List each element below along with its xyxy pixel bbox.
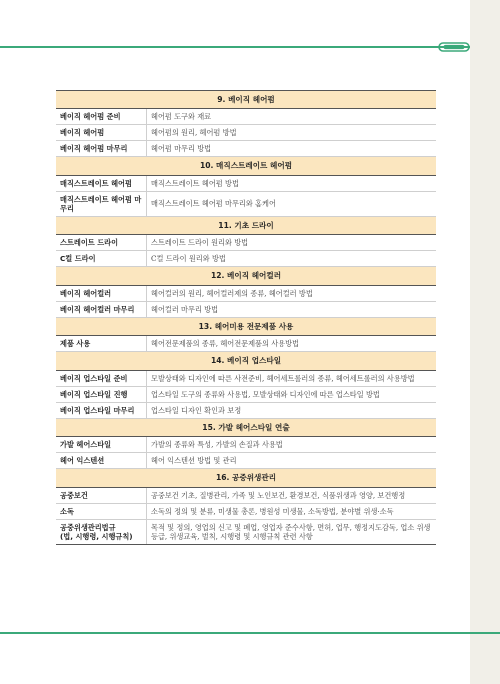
paper-clip-icon (438, 40, 472, 54)
section-title: 13. 헤어미용 전문제품 사용 (56, 317, 436, 335)
table-row (56, 191, 436, 216)
adjacent-page-edge (470, 0, 500, 684)
table-row (56, 336, 436, 352)
section-header (56, 317, 436, 335)
topic-description: 매직스트레이트 헤어펌 방법 (147, 175, 437, 191)
topic-description: 모발상태와 디자인에 따른 사전준비, 헤어세트롤러의 종류, 헤어세트롤러의 사용방법 (147, 370, 437, 386)
syllabus-table (56, 90, 436, 545)
topic-name: 베이직 헤어펌 (56, 125, 147, 141)
topic-name: 공중보건 (56, 487, 147, 503)
topic-description: 헤어컬러 마무리 방법 (147, 301, 437, 317)
topic-description: 소독의 정의 및 분류, 미생물 총론, 병원성 미생물, 소독방법, 분야별 위생·소독 (147, 503, 437, 519)
table-row (56, 141, 436, 157)
section-header (56, 352, 436, 370)
section-title: 15. 가발 헤어스타일 연출 (56, 418, 436, 436)
section-header (56, 469, 436, 487)
topic-name: 가발 헤어스타일 (56, 437, 147, 453)
table-row (56, 125, 436, 141)
table-row (56, 402, 436, 418)
topic-description: C컬 드라이 원리와 방법 (147, 251, 437, 267)
topic-name: 베이직 업스타일 진행 (56, 386, 147, 402)
topic-description: 공중보건 기초, 질병관리, 가족 및 노인보건, 환경보건, 식품위생과 영양, 보건행정 (147, 487, 437, 503)
section-header (56, 91, 436, 109)
topic-description: 헤어펌 도구와 재료 (147, 109, 437, 125)
topic-description: 헤어펌의 원리, 헤어펌 방법 (147, 125, 437, 141)
topic-description: 헤어 익스텐션 방법 및 관리 (147, 453, 437, 469)
topic-description: 가발의 종류와 특성, 가발의 손질과 사용법 (147, 437, 437, 453)
topic-name: 매직스트레이트 헤어펌 마무리 (56, 191, 147, 216)
table-row (56, 437, 436, 453)
topic-name: 베이직 업스타일 마무리 (56, 402, 147, 418)
table-row (56, 285, 436, 301)
table-row (56, 503, 436, 519)
section-title: 11. 기초 드라이 (56, 216, 436, 234)
topic-description: 업스타일 디자인 확인과 보정 (147, 402, 437, 418)
topic-name: 베이직 헤어컬러 마무리 (56, 301, 147, 317)
section-title: 10. 매직스트레이트 헤어펌 (56, 157, 436, 175)
table-row (56, 453, 436, 469)
topic-name: 스트레이트 드라이 (56, 235, 147, 251)
topic-description: 매직스트레이트 헤어펌 마무리와 홈케어 (147, 191, 437, 216)
topic-description: 헤어펌 마무리 방법 (147, 141, 437, 157)
topic-name: 베이직 헤어컬러 (56, 285, 147, 301)
table-row (56, 519, 436, 544)
section-title: 12. 베이직 헤어컬러 (56, 267, 436, 285)
topic-name: 매직스트레이트 헤어펌 (56, 175, 147, 191)
table-row (56, 175, 436, 191)
section-title: 9. 베이직 헤어펌 (56, 91, 436, 109)
table-row (56, 386, 436, 402)
section-header (56, 267, 436, 285)
topic-description: 업스타일 도구의 종류와 사용법, 모발상태와 디자인에 따른 업스타일 방법 (147, 386, 437, 402)
topic-name: 제품 사용 (56, 336, 147, 352)
table-row (56, 235, 436, 251)
topic-description: 헤어컬러의 원리, 헤어컬러제의 종류, 헤어컬러 방법 (147, 285, 437, 301)
topic-name: C컬 드라이 (56, 251, 147, 267)
topic-name: 공중위생관리법규 (법, 시행령, 시행규칙) (56, 519, 147, 544)
topic-name: 소독 (56, 503, 147, 519)
topic-description: 헤어전문제품의 종류, 헤어전문제품의 사용방법 (147, 336, 437, 352)
topic-name: 베이직 헤어펌 마무리 (56, 141, 147, 157)
footer-rule (0, 632, 500, 634)
table-row (56, 370, 436, 386)
topic-name: 헤어 익스텐션 (56, 453, 147, 469)
table-row (56, 487, 436, 503)
topic-name: 베이직 헤어펌 준비 (56, 109, 147, 125)
table-row (56, 251, 436, 267)
section-header (56, 418, 436, 436)
section-header (56, 157, 436, 175)
topic-description: 목적 및 정의, 영업의 신고 및 폐업, 영업자 준수사항, 면허, 업무, 행정지도감독, 업소 위생등급, 위생교육, 벌칙, 시행령 및 시행규칙 관련 사항 (147, 519, 437, 544)
section-title: 16. 공중위생관리 (56, 469, 436, 487)
table-row (56, 109, 436, 125)
table-row (56, 301, 436, 317)
topic-description: 스트레이트 드라이 원리와 방법 (147, 235, 437, 251)
section-title: 14. 베이직 업스타일 (56, 352, 436, 370)
header-rule (0, 46, 470, 48)
section-header (56, 216, 436, 234)
topic-name: 베이직 업스타일 준비 (56, 370, 147, 386)
